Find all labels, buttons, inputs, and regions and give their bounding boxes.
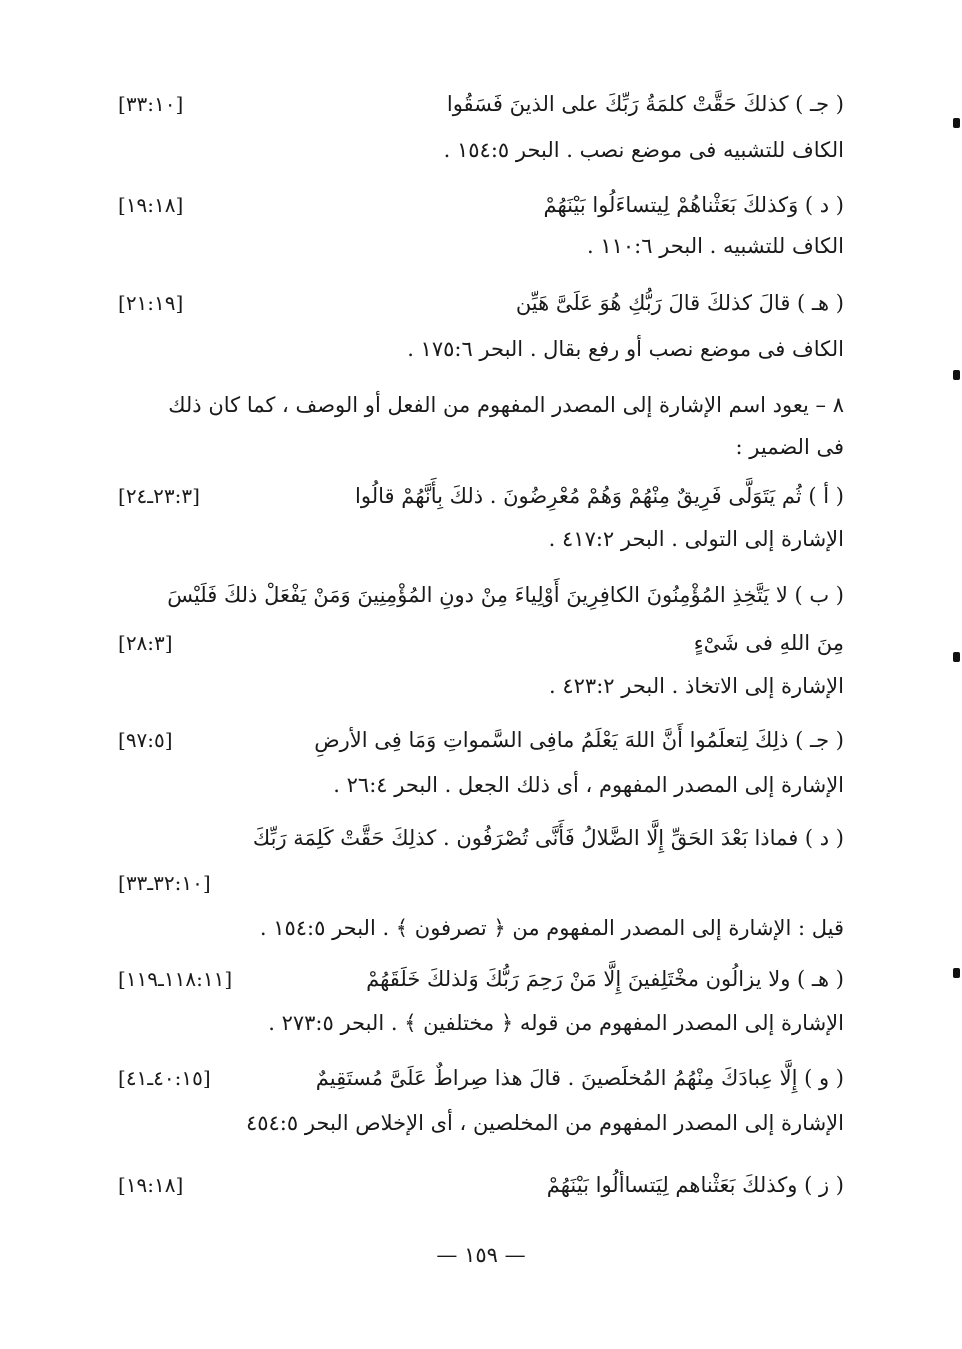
commentary-line bbox=[118, 519, 844, 559]
commentary-line bbox=[118, 1103, 844, 1143]
line-text: ( د ) وَكذلكَ بَعَثْناهُمْ لِيتساءَلُوا بَيْنَهُمْ bbox=[543, 193, 844, 217]
verse-line bbox=[118, 1058, 844, 1098]
line-text: ( جـ ) ذلِكَ لِتعلَمُوا أَنَّ اللهَ يَعْلَمُ مافِى السَّمواتِ وَمَا فِى الأرضِ bbox=[314, 728, 844, 752]
commentary-line bbox=[118, 130, 844, 170]
commentary-line bbox=[118, 666, 844, 706]
verse-line bbox=[118, 283, 844, 323]
line-text: الإشارة إلى المصدر المفهوم ، أى ذلك الجعل . البحر ٢٦:٤ . bbox=[333, 773, 844, 797]
section-heading-line bbox=[118, 385, 844, 425]
commentary-line bbox=[118, 329, 844, 369]
verse-line bbox=[118, 623, 844, 663]
commentary-line bbox=[118, 908, 844, 948]
section-heading-line bbox=[118, 427, 844, 467]
verse-line bbox=[118, 575, 844, 615]
line-text: ( جـ ) كذلكَ حَقَّتْ كلمَةُ رَبِّكَ على الذينَ فَسَقُوا bbox=[446, 92, 844, 116]
line-text: قيل : الإشارة إلى المصدر المفهوم من ﴿ تصرفون ﴾ . البحر ١٥٤:٥ . bbox=[259, 916, 844, 940]
line-text: الإشارة إلى المصدر المفهوم من المخلصين ، أى الإخلاص البحر ٤٥٤:٥ bbox=[245, 1111, 844, 1135]
line-text: مِنَ اللهِ فى شَىْءٍ bbox=[693, 631, 844, 655]
page-number: — ١٥٩ — bbox=[436, 1243, 526, 1267]
line-text: ( أ ) ثُم يَتَوَلَّى فَرِيقٌ مِنْهُمْ وَهُمْ مُعْرِضُونَ . ذلكَ بِأَنَّهُمْ قالُوا bbox=[355, 484, 844, 508]
line-text: ( ز ) وكذلكَ بَعَثْناهم لِيَتساألُوا بَيْنَهُمْ bbox=[546, 1173, 844, 1197]
verse-reference: [٣٢:١٠ـ٣٣] bbox=[118, 871, 211, 895]
verse-line bbox=[118, 720, 844, 760]
verse-line bbox=[118, 185, 844, 225]
binding-mark bbox=[953, 118, 960, 128]
verse-line bbox=[118, 84, 844, 124]
verse-line bbox=[118, 476, 844, 516]
line-text: الكاف فى موضع نصب أو رفع بقال . البحر ١٧٥:٦ . bbox=[407, 337, 844, 361]
verse-reference: [١١٨:١١ـ١١٩] bbox=[118, 967, 233, 991]
line-text: فى الضمير : bbox=[735, 435, 844, 459]
verse-line bbox=[118, 818, 844, 858]
line-text: ( د ) فماذا بَعْدَ الحَقِّ إِلَّا الضَّلالُ فَأَنَّى تُصْرَفُون . كذلِكَ حَقَّتْ كَلِمَة رَبِّكَ bbox=[252, 826, 844, 850]
line-text: ( هـ ) قالَ كذلكَ قالَ رَبُّكِ هُوَ عَلَىَّ هَيِّن bbox=[515, 291, 844, 315]
line-text: الكاف للتشبيه فى موضع نصب . البحر ١٥٤:٥ . bbox=[443, 138, 844, 162]
verse-reference: [٢٣:٣ـ٢٤] bbox=[118, 484, 200, 508]
verse-line bbox=[118, 959, 844, 999]
verse-reference: [١٩:١٨] bbox=[118, 1173, 184, 1197]
line-text: الإشارة إلى المصدر المفهوم من قوله ﴿ مختلفين ﴾ . البحر ٢٧٣:٥ . bbox=[268, 1011, 844, 1035]
binding-mark bbox=[953, 370, 960, 380]
verse-reference: [٢١:١٩] bbox=[118, 291, 184, 315]
verse-line bbox=[118, 863, 844, 903]
commentary-line bbox=[118, 1003, 844, 1043]
line-text: ٨ – يعود اسم الإشارة إلى المصدر المفهوم من الفعل أو الوصف ، كما كان ذلك bbox=[168, 393, 844, 417]
line-text: ( و ) إِلَّا عِبادَكَ مِنْهُمُ المُخلَصينَ . قالَ هذا صِراطٌ عَلَىَّ مُستَقِيمٌ bbox=[315, 1066, 844, 1090]
binding-mark bbox=[953, 968, 960, 978]
binding-mark bbox=[953, 652, 960, 662]
commentary-line bbox=[118, 765, 844, 805]
verse-reference: [١٩:١٨] bbox=[118, 193, 184, 217]
verse-line bbox=[118, 1165, 844, 1205]
commentary-line bbox=[118, 226, 844, 266]
verse-reference: [٩٧:٥] bbox=[118, 728, 173, 752]
line-text: الإشارة إلى الاتخاذ . البحر ٤٢٣:٢ . bbox=[549, 674, 844, 698]
verse-reference: [٣٣:١٠] bbox=[118, 92, 184, 116]
line-text: الكاف للتشبيه . البحر ١١٠:٦ . bbox=[586, 234, 844, 258]
line-text: ( هـ ) ولا يزالُون مخْتَلِفينَ إِلَّا مَنْ رَحِمَ رَبُّكَ وَلذلكَ خَلَقَهُمْ bbox=[366, 967, 844, 991]
line-text: ( ب ) لا يَتَّخِذِ المُؤْمِنُونَ الكافِرِينَ أَوْلِياءَ مِنْ دونِ المُؤْمِنِينَ وَمَنْ يَفْعَلْ ذلكَ فَلَيْسَ bbox=[167, 583, 844, 607]
line-text: الإشارة إلى التولى . البحر ٤١٧:٢ . bbox=[548, 527, 844, 551]
verse-reference: [٤٠:١٥ـ٤١] bbox=[118, 1066, 211, 1090]
verse-reference: [٢٨:٣] bbox=[118, 631, 173, 655]
